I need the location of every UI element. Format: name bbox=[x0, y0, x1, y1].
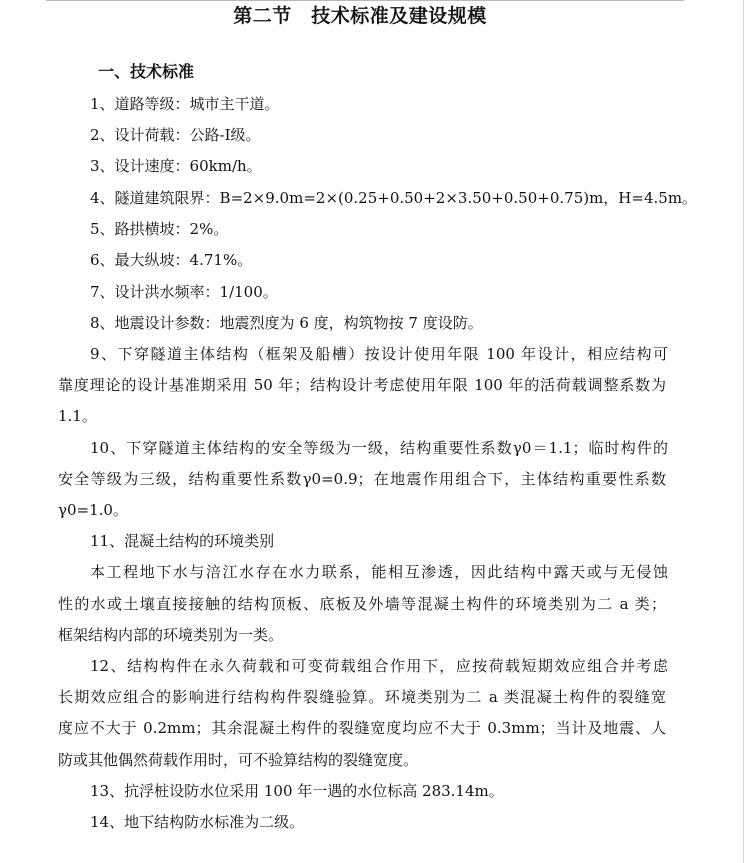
list-item-6: 6、最大纵坡：4.71%。 bbox=[90, 251, 253, 269]
list-item-4: 4、隧道建筑限界：B=2×9.0m=2×(0.25+0.50+2×3.50+0.50+0.75)m，H=4.5m。 bbox=[90, 189, 698, 207]
list-item-2: 2、设计荷载：公路-Ⅰ级。 bbox=[90, 126, 261, 144]
list-item-11: 11、混凝土结构的环境类别 bbox=[90, 532, 275, 550]
paragraph-10-line-2: 安全等级为三级，结构重要性系数γ0=0.9；在地震作用组合下，主体结构重要性系数 bbox=[58, 470, 666, 488]
top-divider bbox=[46, 0, 684, 1]
paragraph-12-line-1: 12、结构构件在永久荷载和可变荷载组合作用下，应按荷载短期效应组合并考虑 bbox=[90, 657, 668, 675]
list-item-8: 8、地震设计参数：地震烈度为 6 度，构筑物按 7 度设防。 bbox=[90, 314, 483, 332]
paragraph-12-line-3: 度应不大于 0.2mm；其余混凝土构件的裂缝宽度均应不大于 0.3mm；当计及地震、人 bbox=[58, 719, 666, 737]
list-item-13: 13、抗浮桩设防水位采用 100 年一遇的水位标高 283.14m。 bbox=[90, 782, 504, 800]
list-item-7: 7、设计洪水频率：1/100。 bbox=[90, 283, 278, 301]
paragraph-10-line-3: γ0=1.0。 bbox=[58, 501, 128, 519]
paragraph-12-line-2: 长期效应组合的影响进行结构构件裂缝验算。环境类别为二 a 类混凝土构件的裂缝宽 bbox=[58, 688, 666, 706]
paragraph-9-line-3: 1.1。 bbox=[58, 407, 97, 425]
paragraph-9-line-2: 靠度理论的设计基准期采用 50 年；结构设计考虑使用年限 100 年的活荷载调整系数为 bbox=[58, 376, 666, 394]
paragraph-12-line-4: 防或其他偶然荷载作用时，可不验算结构的裂缝宽度。 bbox=[58, 751, 419, 769]
list-item-1: 1、道路等级：城市主干道。 bbox=[90, 95, 280, 113]
list-item-14: 14、地下结构防水标准为二级。 bbox=[90, 813, 305, 831]
paragraph-11-line-3: 框架结构内部的环境类别为一类。 bbox=[58, 626, 284, 644]
paragraph-11-line-1: 本工程地下水与涪江水存在水力联系，能相互渗透，因此结构中露天或与无侵蚀 bbox=[90, 563, 668, 581]
list-item-3: 3、设计速度：60km/h。 bbox=[90, 157, 262, 175]
paragraph-11-line-2: 性的水或土壤直接接触的结构顶板、底板及外墙等混凝土构件的环境类别为二 a 类； bbox=[58, 595, 666, 613]
page-right-edge bbox=[743, 0, 744, 863]
heading-technical-standards: 一、技术标准 bbox=[98, 62, 195, 81]
paragraph-9-line-1: 9、下穿隧道主体结构（框架及船槽）按设计使用年限 100 年设计，相应结构可 bbox=[90, 345, 668, 363]
paragraph-10-line-1: 10、下穿隧道主体结构的安全等级为一级，结构重要性系数γ0＝1.1；临时构件的 bbox=[90, 439, 668, 457]
list-item-5: 5、路拱横坡：2%。 bbox=[90, 220, 229, 238]
section-title: 第二节 技术标准及建设规模 bbox=[233, 5, 487, 27]
